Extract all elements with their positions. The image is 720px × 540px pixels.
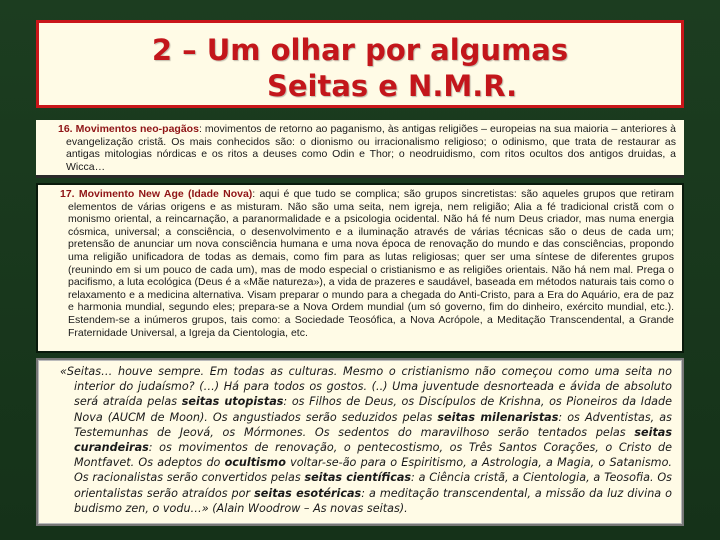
page-title-line-2: Seitas e N.M.R. (267, 69, 518, 103)
quote-box (36, 358, 684, 526)
quote-text-4: : os movimentos de renovação, o pentecostismo, os Três Santos Corações, o Cristo de Montfavet. Os adeptos do (74, 441, 672, 470)
section-17-box (36, 183, 684, 353)
quote-text-6: : a Ciência cristã, a Cientologia, a Teosofia. Os orientalistas serão atraídos por (74, 471, 672, 500)
section-17-paragraph (48, 188, 674, 339)
quote-text-5: voltar-se-ão para o Espiritismo, a Astrologia, a Magia, o Satanismo. Os racionalistas serão convertidos pelas (74, 456, 672, 485)
section-16-heading: 16. Movimentos neo-pagãos (58, 123, 199, 135)
section-16-paragraph (46, 123, 676, 173)
section-16-body: : movimentos de retorno ao paganismo, às antigas religiões – europeias na sua maioria – anteriores à evangelização cristã. Os mais conhecidos são: o dionismo ou irracionalismo religioso; o odinismo, que trata de restaurar as antigas mitologias nórdicas e os ritos a deuses como Odin e Thor; o neodruidismo, com ritos ocultos dos antigos druidas, a Wicca… (66, 123, 676, 173)
page-title-line-1: 2 – Um olhar por algumas (151, 33, 569, 67)
quote-text-1: «Seitas… houve sempre. Em todas as culturas. Mesmo o cristianismo não começou como uma seita no interior do judaísmo? (…) Há para todos os gostos. (..) Uma juventude desnorteada e ávida de absoluto será atraída pelas (60, 365, 672, 409)
quote-term-esotericas: seitas esotéricas (254, 486, 362, 500)
quote-term-utopistas: seitas utopistas (181, 395, 284, 409)
quote-term-milenaristas: seitas milenaristas (437, 410, 559, 424)
quote-paragraph (60, 364, 672, 516)
quote-term-cientificas: seitas científicas (304, 471, 412, 485)
quote-text-2: : os Filhos de Deus, os Discípulos de Krishna, os Pioneiros da Idade Nova (AUCM de Moon). Os angustiados serão seduzidos pelas (74, 395, 673, 424)
section-17-heading: 17. Movimento New Age (Idade Nova) (60, 188, 253, 200)
quote-term-curandeiras: seitas curandeiras (74, 425, 672, 455)
section-17-body: : aqui é que tudo se complica; são grupos sincretistas: são aqueles grupos que retiram elementos de várias origens e as misturam. Não são uma seita, nem igreja, nem religião; Alia a fé tradicional cristã com o monismo oriental, a reincarnação, a paranormalidade e a psicologia ocidental. Não há fé num Deus criador, mas numa energia cósmica, universal; a consciência, o desenvolvimento e a iluminação através de várias técnicas são o deus de cada um; pretensão de anunciar um nova consciência humana e uma nova época de renovação do mundo e das consciências, propondo uma religião unificadora de todas as demais, como fim para as lutas religiosas; quer ser uma síntese de diferentes grupos (reunindo em si um pouco de cada um), mas de modo especial o cristianismo e as religiões orientais. Não há nem mal. Prega o pacifismo, a luta ecológica (Deus é a «Mãe natureza»), a vida de prazeres e saudável, baseada em métodos naturais tais como o relaxamento e a medicina alternativa. Visam preparar o mundo para a chegada do Anti-Cristo, para a Era do Aquário, era de paz e harmonia mundial, segundo eles; prepara-se a Nova Ordem mundial (um só governo, fim do dinheiro, exército mundial, etc.). Estendem-se a inúmeros grupos, tais como: a Sociedade Teosófica, a Nova Acrópole, a Meditação Transcendental, a Grande Fraternidade Universal, a Igreja da Cientologia, etc. (68, 188, 674, 339)
title-box (36, 20, 684, 108)
quote-text-3: : os Adventistas, as Testemunhas de Jeová, os Mórmones. Os sedentos do maravilhoso serão tentados pelas (74, 410, 672, 439)
section-16-box (36, 120, 684, 178)
quote-text-7: : a meditação transcendental, a missão da luz divina o budismo zen, o vodu…» (Alain Woodrow – As novas seitas). (74, 486, 673, 515)
quote-term-ocultismo: ocultismo (224, 456, 286, 470)
